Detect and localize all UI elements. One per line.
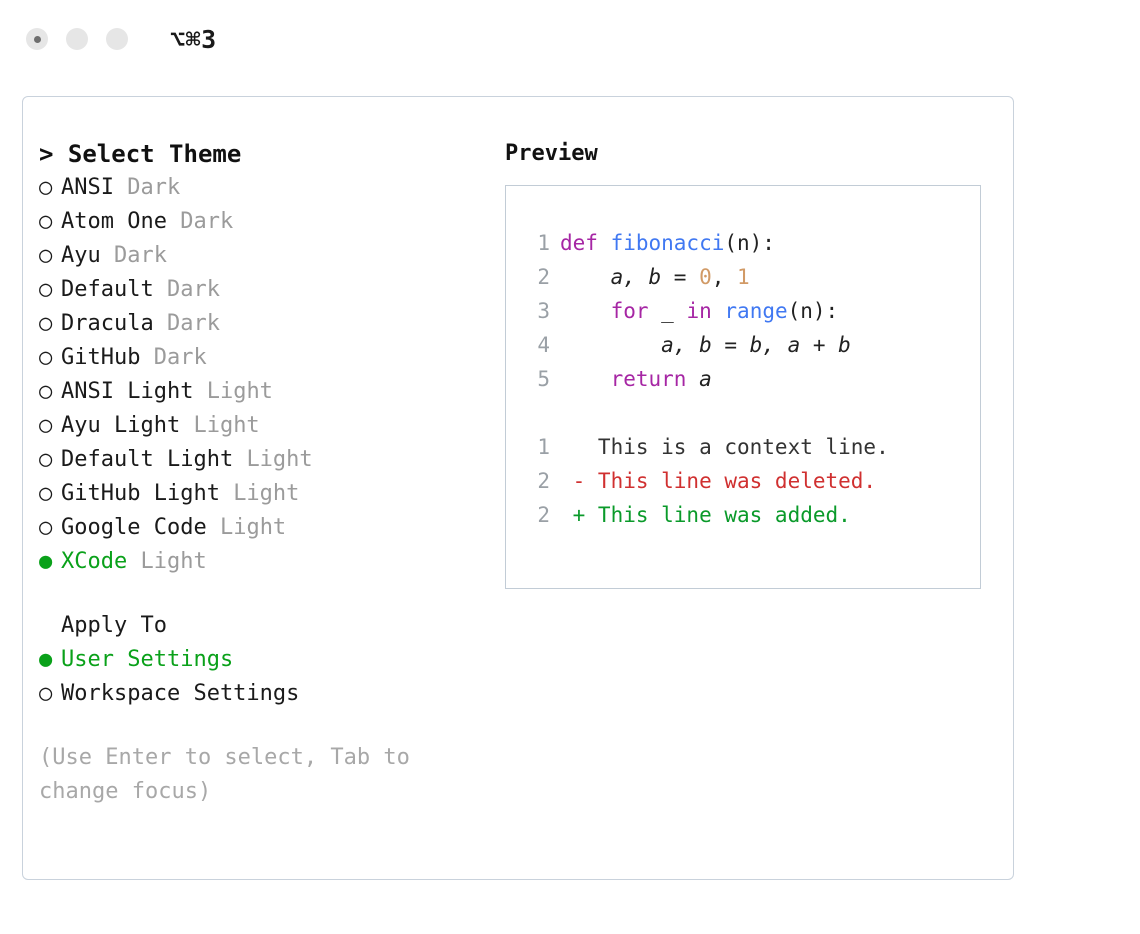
spacer	[39, 711, 483, 741]
theme-option-tag: Light	[246, 447, 313, 472]
theme-option-tag: Dark	[113, 243, 167, 268]
preview-box	[505, 185, 981, 589]
code-token: a	[686, 367, 712, 391]
code-token: 0	[699, 265, 712, 289]
radio-unselected-icon: ○	[39, 277, 53, 302]
window-close-dot[interactable]	[26, 28, 48, 50]
code-token	[560, 367, 611, 391]
panel-columns	[23, 97, 1013, 809]
code-line	[524, 362, 980, 396]
code-token: ,	[711, 265, 738, 289]
theme-option-label: XCode	[61, 549, 141, 574]
theme-option-ayu-light[interactable]	[39, 409, 483, 443]
select-theme-heading: > Select Theme	[39, 140, 242, 168]
line-number: 3	[537, 299, 550, 323]
theme-option-atom-one[interactable]	[39, 205, 483, 239]
line-number: 4	[537, 333, 550, 357]
theme-option-label: GitHub Light	[61, 481, 234, 506]
theme-option-label: ANSI Light	[61, 379, 207, 404]
preview-heading: Preview	[505, 141, 598, 166]
theme-option-tag: Light	[219, 515, 287, 540]
radio-unselected-icon: ○	[39, 209, 53, 234]
radio-selected-icon: ●	[39, 647, 53, 672]
radio-unselected-icon: ○	[39, 311, 53, 336]
spacer	[524, 396, 980, 430]
theme-picker-column	[23, 137, 483, 809]
keyboard-hint: (Use Enter to select, Tab to change focus)	[39, 745, 410, 804]
theme-option-tag: Light	[193, 413, 260, 438]
theme-option-label: Ayu	[61, 243, 114, 268]
theme-option-label: ANSI	[61, 175, 128, 200]
radio-selected-icon: ●	[39, 549, 53, 574]
theme-option-ansi[interactable]	[39, 171, 483, 205]
radio-unselected-icon: ○	[39, 379, 53, 404]
diff-line	[524, 498, 980, 532]
theme-option-tag: Light	[233, 481, 300, 506]
theme-option-label: Dracula	[61, 311, 167, 336]
code-line	[524, 260, 980, 294]
preview-column	[483, 137, 1013, 809]
theme-option-dracula[interactable]	[39, 307, 483, 341]
code-token: range	[724, 299, 788, 323]
line-number: 1	[537, 435, 550, 459]
diff-text: This is a context line.	[560, 435, 889, 459]
code-token: fibonacci	[610, 231, 725, 255]
diff-line	[524, 430, 980, 464]
radio-unselected-icon: ○	[39, 481, 53, 506]
code-token: return	[610, 367, 687, 391]
radio-unselected-icon: ○	[39, 447, 53, 472]
code-token: for	[610, 299, 649, 323]
theme-option-label: Atom One	[61, 209, 181, 234]
diff-text: - This line was deleted.	[560, 469, 877, 493]
apply-to-option-label: Workspace Settings	[61, 681, 300, 706]
line-number: 1	[537, 231, 550, 255]
radio-unselected-icon: ○	[39, 345, 53, 370]
radio-unselected-icon: ○	[39, 243, 53, 268]
theme-option-label: Ayu Light	[61, 413, 194, 438]
line-number: 5	[537, 367, 550, 391]
apply-to-options-list	[39, 643, 483, 711]
diff-text: + This line was added.	[560, 503, 851, 527]
theme-option-tag: Dark	[180, 209, 234, 234]
theme-option-default-light[interactable]	[39, 443, 483, 477]
line-number: 2	[537, 503, 550, 527]
title-bar	[0, 0, 1140, 78]
code-line	[524, 226, 980, 260]
apply-to-heading: Apply To	[61, 613, 167, 638]
theme-option-google-code[interactable]	[39, 511, 483, 545]
spacer	[39, 579, 483, 609]
window-maximize-dot[interactable]	[106, 28, 128, 50]
theme-option-tag: Dark	[166, 311, 220, 336]
code-token: 1	[737, 265, 750, 289]
code-token: in	[686, 299, 712, 323]
theme-option-tag: Dark	[166, 277, 220, 302]
code-token	[712, 299, 725, 323]
code-line	[524, 328, 980, 362]
theme-option-github[interactable]	[39, 341, 483, 375]
code-line	[524, 294, 980, 328]
radio-unselected-icon: ○	[39, 681, 53, 706]
theme-option-label: Default	[61, 277, 167, 302]
window-minimize-dot[interactable]	[66, 28, 88, 50]
theme-option-tag: Dark	[127, 175, 181, 200]
line-number: 2	[537, 265, 550, 289]
theme-option-label: GitHub	[61, 345, 154, 370]
theme-options-list	[39, 171, 483, 579]
theme-option-default[interactable]	[39, 273, 483, 307]
line-number: 2	[537, 469, 550, 493]
shortcut-label: ⌥⌘3	[170, 24, 217, 54]
code-token: a, b = b, a + b	[560, 333, 851, 357]
radio-unselected-icon: ○	[39, 175, 53, 200]
radio-unselected-icon: ○	[39, 515, 53, 540]
theme-option-tag: Light	[206, 379, 273, 404]
preview-code-sample	[524, 226, 980, 396]
code-token: _	[648, 299, 687, 323]
diff-line	[524, 464, 980, 498]
radio-unselected-icon: ○	[39, 413, 53, 438]
theme-option-ayu[interactable]	[39, 239, 483, 273]
theme-option-tag: Light	[140, 549, 207, 574]
apply-to-option-workspace-settings[interactable]	[39, 677, 483, 711]
apply-to-option-label: User Settings	[61, 647, 234, 672]
theme-option-label: Google Code	[61, 515, 220, 540]
theme-option-xcode[interactable]	[39, 545, 483, 579]
code-token: def	[560, 231, 611, 255]
main-panel	[22, 96, 1014, 880]
code-token: (n):	[724, 231, 775, 255]
theme-option-ansi-light[interactable]	[39, 375, 483, 409]
theme-option-tag: Dark	[153, 345, 207, 370]
code-token: (n):	[787, 299, 839, 323]
theme-option-github-light[interactable]	[39, 477, 483, 511]
preview-diff-sample	[524, 430, 980, 532]
code-token: a, b =	[560, 265, 700, 289]
theme-option-label: Default Light	[61, 447, 247, 472]
apply-to-option-user-settings[interactable]	[39, 643, 483, 677]
code-token	[560, 299, 611, 323]
